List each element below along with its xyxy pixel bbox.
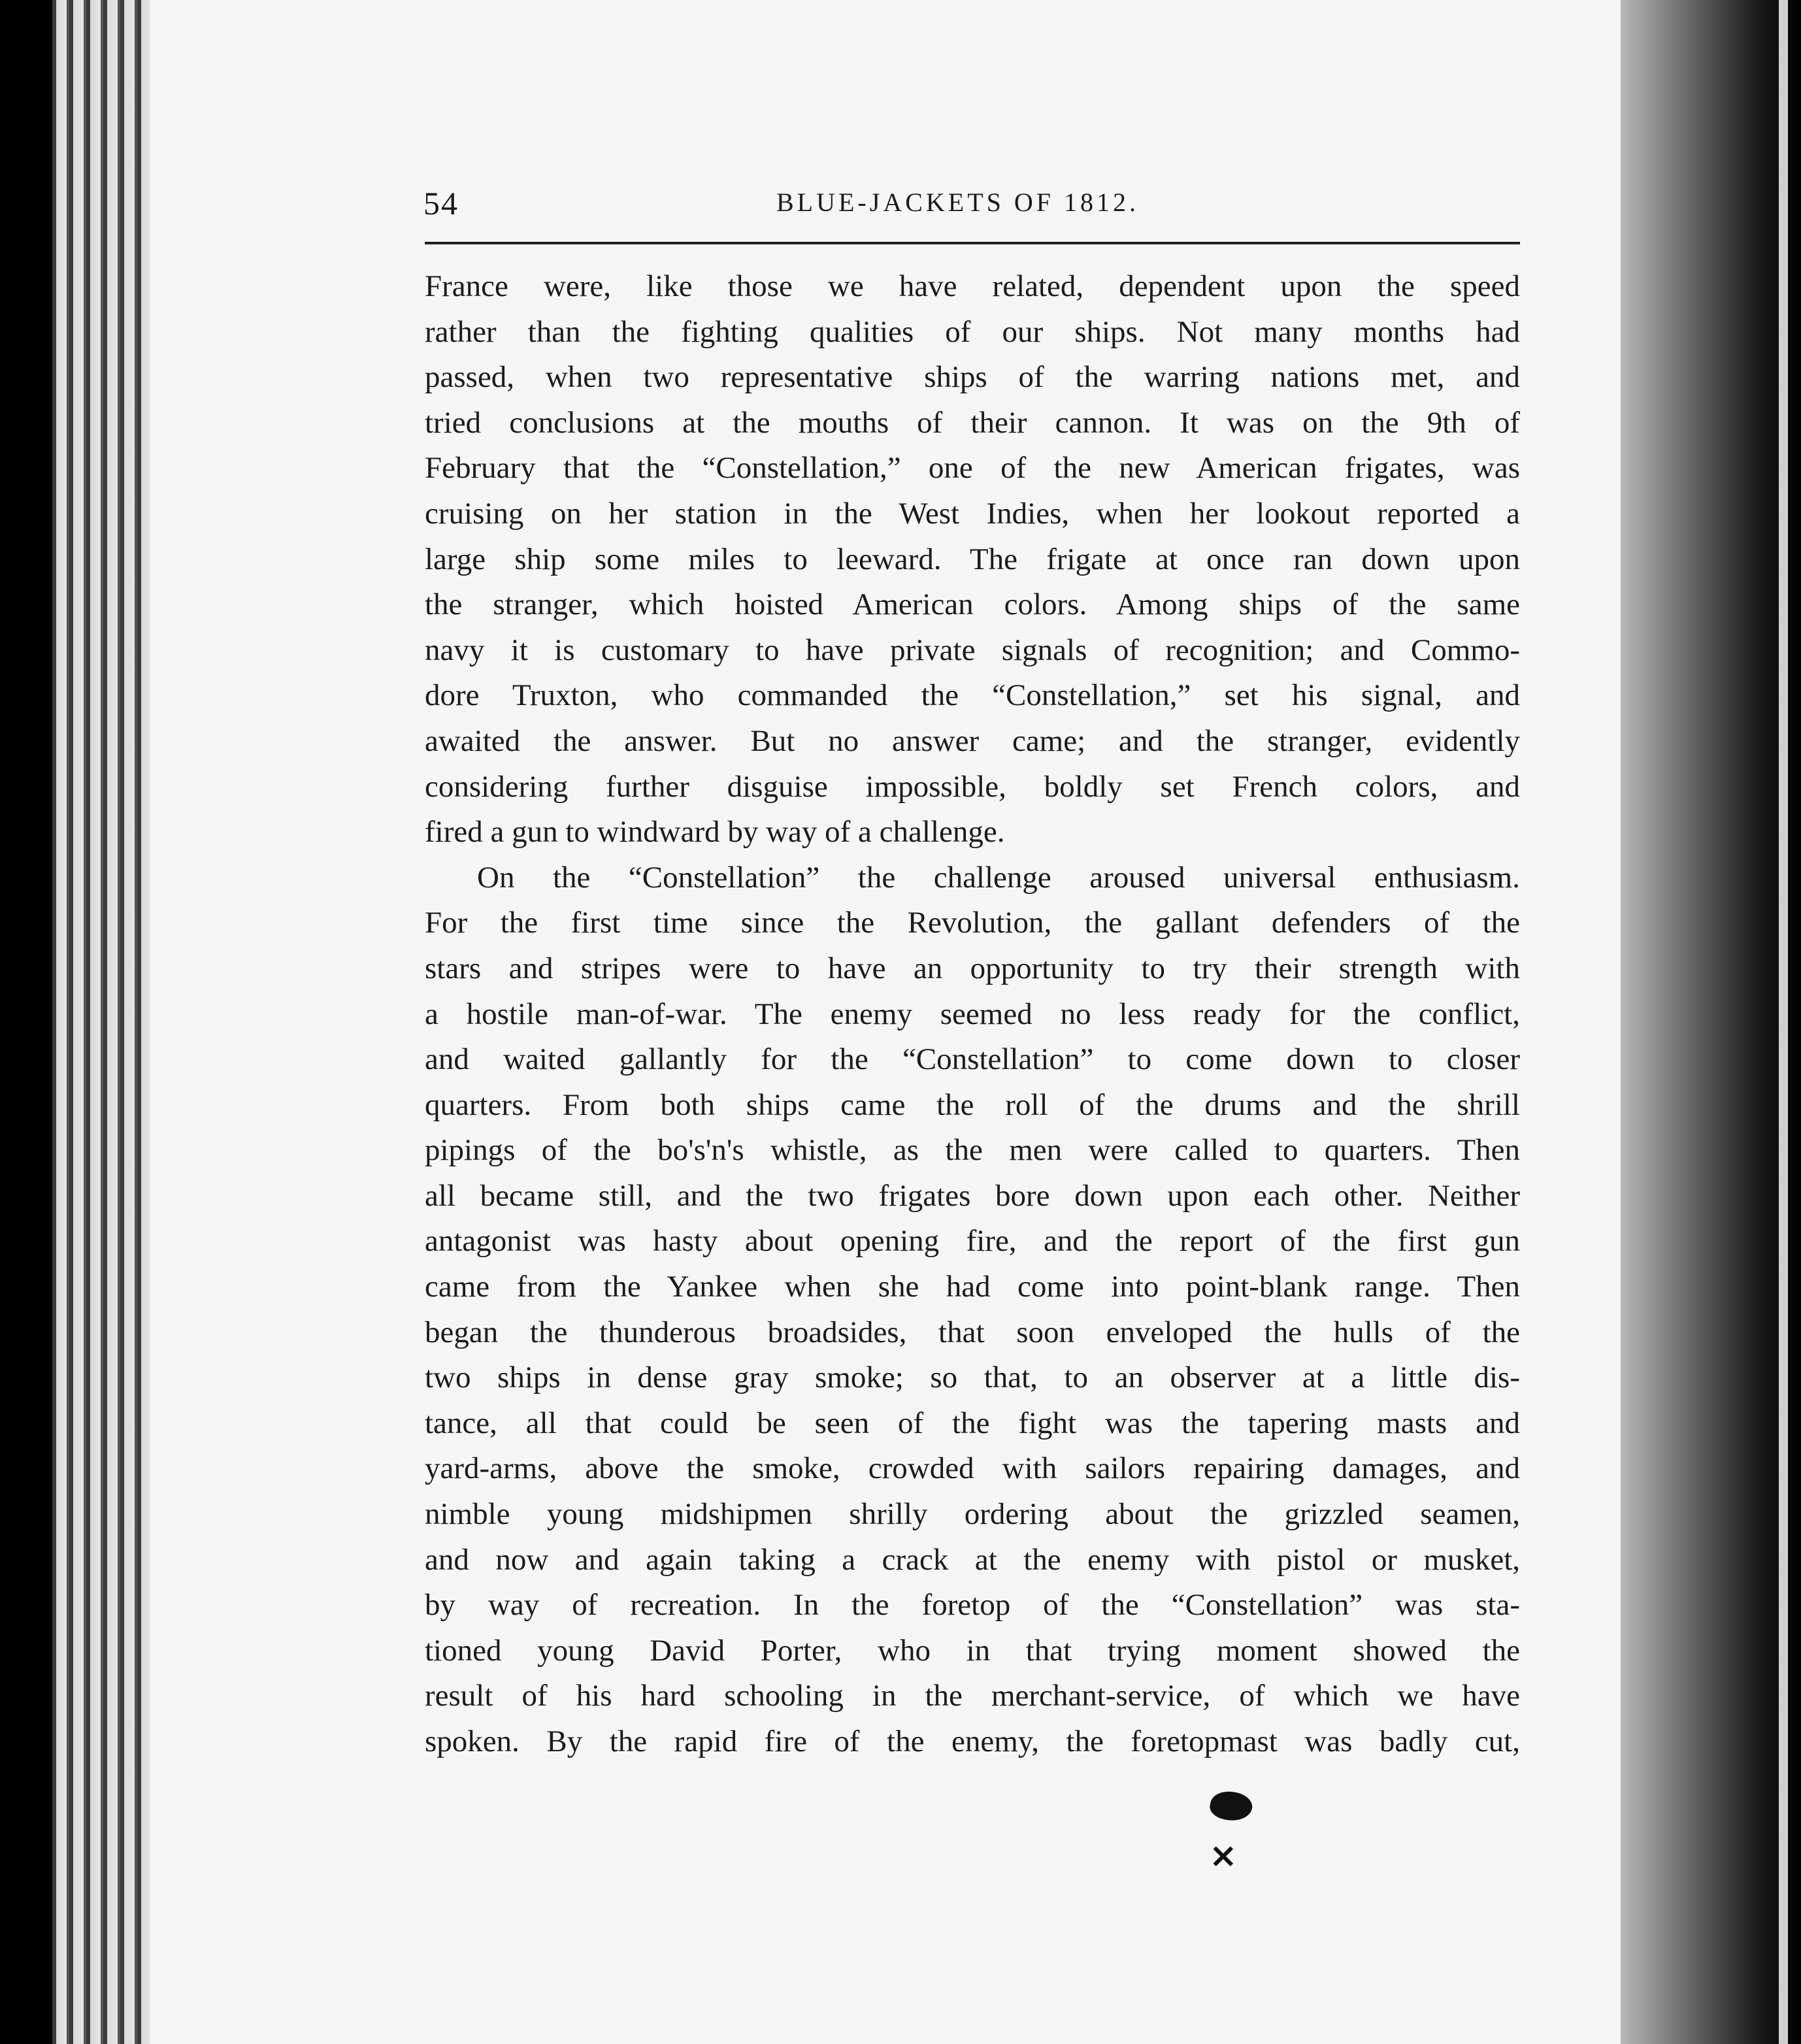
text-line: quarters. From both ships came the roll of the drums and the shrill xyxy=(425,1087,1520,1122)
text-line: fired a gun to windward by way of a challenge. xyxy=(425,815,1005,849)
printer-mark: ⨯ xyxy=(1209,1836,1238,1875)
text-line: stars and stripes were to have an opportunity to try their strength with xyxy=(425,951,1520,985)
body-text xyxy=(425,264,1520,1765)
text-line: pipings of the bo's'n's whistle, as the men were called to quarters. Then xyxy=(425,1133,1520,1168)
running-head xyxy=(423,184,1520,230)
text-line: began the thunderous broadsides, that soon enveloped the hulls of the xyxy=(425,1315,1520,1349)
text-line: large ship some miles to leeward. The frigate at once ran down upon xyxy=(425,542,1520,576)
text-line: navy it is customary to have private signals of recognition; and Commo- xyxy=(425,633,1520,667)
text-line: nimble young midshipmen shrilly ordering about the grizzled seamen, xyxy=(425,1497,1520,1532)
text-line: February that the “Constellation,” one of the new American frigates, was xyxy=(425,451,1520,486)
text-line: and now and again taking a crack at the enemy with pistol or musket, xyxy=(425,1542,1520,1577)
text-line: tance, all that could be seen of the fight was the tapering masts and xyxy=(425,1406,1520,1440)
book-page-edges xyxy=(52,0,163,2044)
running-title: BLUE-JACKETS OF 1812. xyxy=(776,188,1140,217)
text-line: two ships in dense gray smoke; so that, to an observer at a little dis- xyxy=(425,1360,1520,1395)
text-line: and waited gallantly for the “Constellation” to come down to closer xyxy=(425,1042,1520,1077)
text-line: tried conclusions at the mouths of their cannon. It was on the 9th of xyxy=(425,405,1520,440)
text-line: came from the Yankee when she had come into point-blank range. Then xyxy=(425,1270,1520,1304)
gutter-edge xyxy=(1779,0,1788,2044)
text-line: cruising on her station in the West Indies, when her lookout reported a xyxy=(425,496,1520,531)
text-line: For the first time since the Revolution, the gallant defenders of the xyxy=(425,906,1520,940)
text-line: result of his hard schooling in the merchant-service, of which we have xyxy=(425,1679,1520,1713)
text-line: rather than the fighting qualities of our ships. Not many months had xyxy=(425,314,1520,349)
text-line: all became still, and the two frigates bore down upon each other. Neither xyxy=(425,1178,1520,1213)
text-line: dore Truxton, who commanded the “Constellation,” set his signal, and xyxy=(425,678,1520,713)
header-rule xyxy=(425,242,1520,244)
text-line: antagonist was hasty about opening fire, and the report of the first gun xyxy=(425,1224,1520,1259)
text-line: awaited the answer. But no answer came; and the stranger, evidently xyxy=(425,723,1520,758)
text-line: yard-arms, above the smoke, crowded with sailors repairing damages, and xyxy=(425,1451,1520,1486)
text-line: spoken. By the rapid fire of the enemy, the foretopmast was badly cut, xyxy=(425,1724,1520,1758)
page-number: 54 xyxy=(423,185,459,222)
text-line: tioned young David Porter, who in that trying moment showed the xyxy=(425,1633,1520,1668)
text-line: France were, like those we have related, dependent upon the speed xyxy=(425,269,1520,303)
book-gutter-shadow xyxy=(1621,0,1801,2044)
text-line: passed, when two representative ships of the warring nations met, and xyxy=(425,360,1520,395)
text-line: by way of recreation. In the foretop of the “Constellation” was sta- xyxy=(425,1588,1520,1623)
text-line: On the “Constellation” the challenge aroused universal enthusiasm. xyxy=(477,860,1520,895)
text-line: a hostile man-of-war. The enemy seemed no less ready for the conflict, xyxy=(425,997,1520,1031)
text-line: considering further disguise impossible, boldly set French colors, and xyxy=(425,769,1520,804)
text-line: the stranger, which hoisted American colors. Among ships of the same xyxy=(425,587,1520,622)
